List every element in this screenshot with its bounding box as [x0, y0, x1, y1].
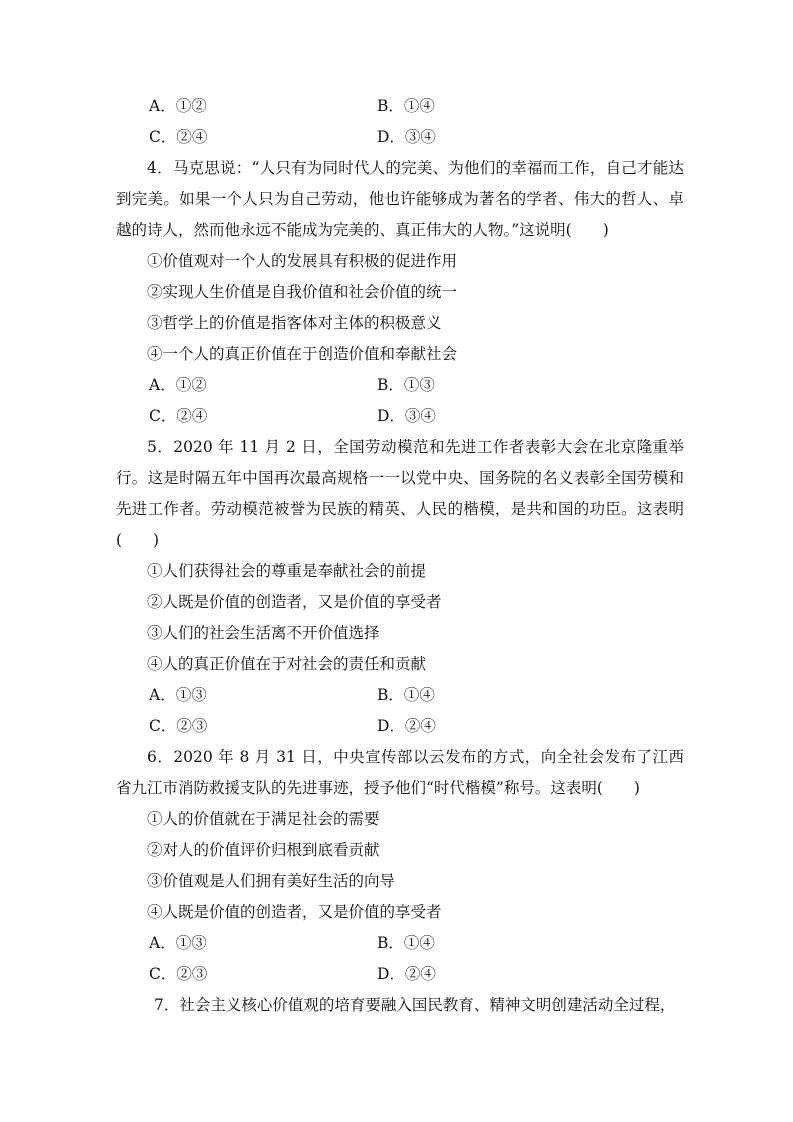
q4-option-b[interactable]: B．①③ — [377, 376, 435, 394]
q6-choice-4: ④人既是价值的创造者，又是价值的享受者 — [147, 903, 442, 921]
q6-option-b[interactable]: B．①④ — [377, 934, 435, 952]
q6-option-c[interactable]: C．②③ — [149, 965, 208, 983]
q6-option-d[interactable]: D．②④ — [377, 965, 436, 983]
q7-stem: 7．社会主义核心价值观的培育要融入国民教育、精神文明创建活动全过程， — [154, 996, 676, 1014]
q3-option-c[interactable]: C．②④ — [149, 128, 208, 146]
q4-choice-4: ④一个人的真正价值在于创造价值和奉献社会 — [147, 345, 458, 363]
q4-option-a[interactable]: A．①② — [149, 376, 207, 394]
q3-options-row-2 — [116, 122, 684, 153]
q5-options-row-1 — [116, 680, 684, 711]
q6-choice-2: ②对人的价值评价归根到底看贡献 — [147, 841, 380, 859]
q3-option-b[interactable]: B．①④ — [377, 97, 435, 115]
q4-stem: 4．马克思说：“人只有为同时代人的完美、为他们的幸福而工作，自己才能达到完美。如果一个人只为自己劳动，他也许能够成为著名的学者、伟大的哲人、卓越的诗人，然而他永远不能成为完美的、真正伟大的人物。”这说明( ) — [116, 159, 684, 239]
q5-choice-4: ④人的真正价值在于对社会的责任和贡献 — [147, 655, 427, 673]
q5-options-row-2 — [116, 711, 684, 742]
q6-option-a[interactable]: A．①③ — [149, 934, 207, 952]
q5-option-c[interactable]: C．②③ — [149, 717, 208, 735]
question-content — [116, 91, 684, 1021]
q4-choice-2: ②实现人生价值是自我价值和社会价值的统一 — [147, 283, 458, 301]
q5-stem: 5．2020 年 11 月 2 日，全国劳动模范和先进工作者表彰大会在北京隆重举行。这是时隔五年中国再次最高规格一一以党中央、国务院的名义表彰全国劳模和先进工作者。劳动模范被誉为民族的精英、人民的楷模，是共和国的功臣。这表明( ) — [116, 438, 684, 549]
q3-option-d[interactable]: D．③④ — [377, 128, 436, 146]
q5-option-a[interactable]: A．①③ — [149, 686, 207, 704]
q5-choice-2: ②人既是价值的创造者，又是价值的享受者 — [147, 593, 442, 611]
q5-option-b[interactable]: B．①④ — [377, 686, 435, 704]
q5-choice-1: ①人们获得社会的尊重是奉献社会的前提 — [147, 562, 427, 580]
q5-choice-3: ③人们的社会生活离不开价值选择 — [147, 624, 380, 642]
q4-options-row-2 — [116, 401, 684, 432]
q4-option-d[interactable]: D．③④ — [377, 407, 436, 425]
q6-choice-3: ③价值观是人们拥有美好生活的向导 — [147, 872, 396, 890]
q6-options-row-2 — [116, 959, 684, 990]
q4-choice-1: ①价值观对一个人的发展具有积极的促进作用 — [147, 252, 458, 270]
q5-option-d[interactable]: D．②④ — [377, 717, 436, 735]
q6-stem: 6．2020 年 8 月 31 日，中央宣传部以云发布的方式，向全社会发布了江西省九江市消防救援支队的先进事迹，授予他们“时代楷模”称号。这表明( ) — [116, 748, 684, 797]
q3-options-row-1 — [116, 91, 684, 122]
q4-choice-3: ③哲学上的价值是指客体对主体的积极意义 — [147, 314, 442, 332]
q3-option-a[interactable]: A．①② — [149, 97, 207, 115]
q6-choice-1: ①人的价值就在于满足社会的需要 — [147, 810, 380, 828]
q6-options-row-1 — [116, 928, 684, 959]
q4-option-c[interactable]: C．②④ — [149, 407, 208, 425]
q4-options-row-1 — [116, 370, 684, 401]
